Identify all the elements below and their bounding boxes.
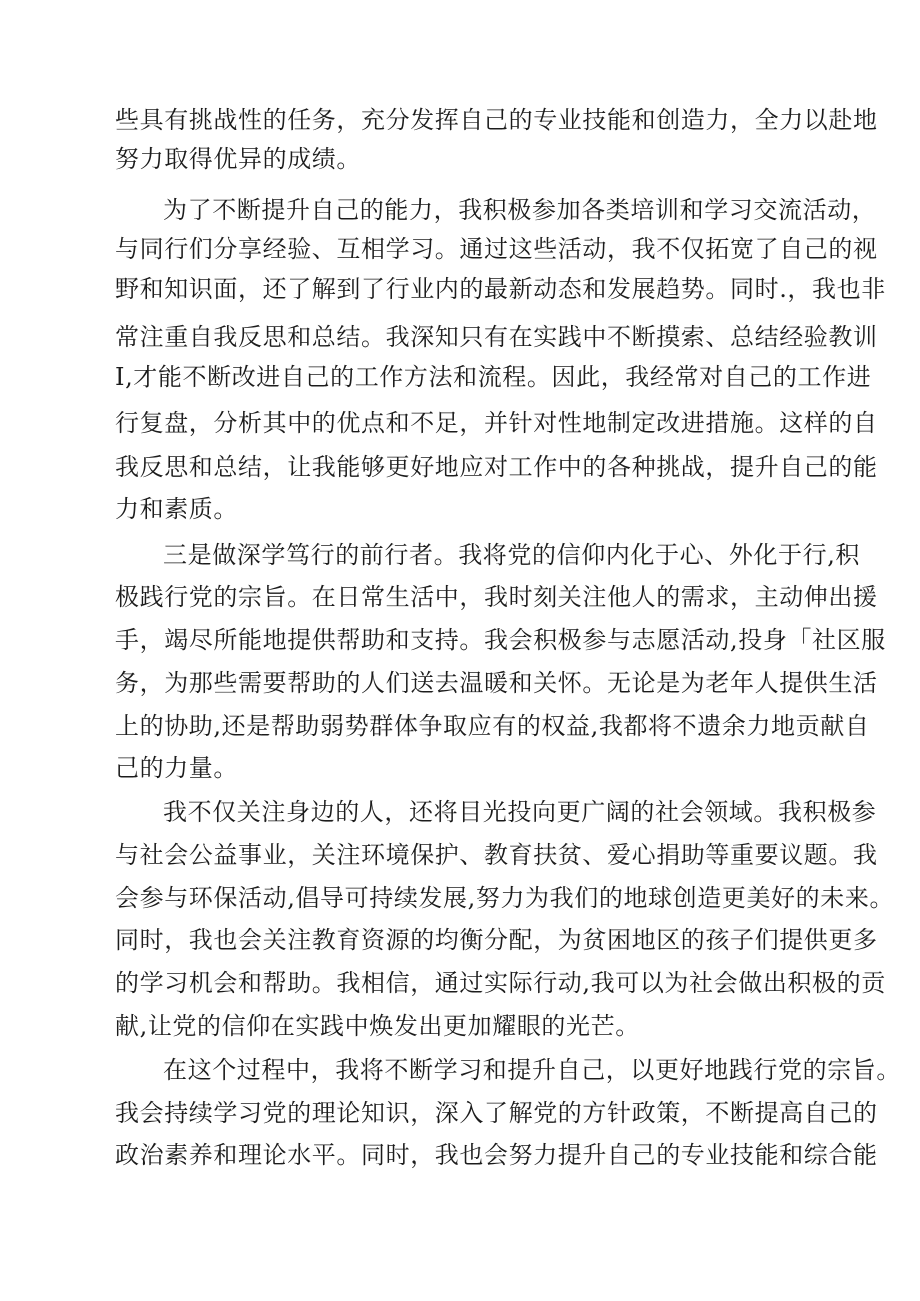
text-line: 上的协助,还是帮助弱势群体争取应有的权益,我都将不遗余力地贡献自	[115, 712, 870, 740]
text-line: 些具有挑战性的任务，充分发挥自己的专业技能和创造力，全力以赴地	[115, 106, 878, 134]
text-line: 与社会公益事业，关注环境保护、教育扶贫、爱心捐助等重要议题。我	[115, 841, 878, 869]
text-line: 会参与环保活动,倡导可持续发展,努力为我们的地球创造更美好的未来。	[115, 884, 895, 912]
text-line: 野和知识面，还了解到了行业内的最新动态和发展趋势。同时.，我也非	[115, 275, 886, 303]
text-line: 力和素质。	[115, 495, 238, 523]
paragraph-first-line: 三是做深学笃行的前行者。我将党的信仰内化于心、外化于行,积	[163, 541, 861, 569]
paragraph-first-line: 在这个过程中，我将不断学习和提升自己，以更好地践行党的宗旨。	[163, 1056, 901, 1084]
text-line: 务，为那些需要帮助的人们送去温暖和关怀。无论是为老年人提供生活	[115, 669, 878, 697]
paragraph-first-line: 我不仅关注身边的人，还将目光投向更广阔的社会领域。我积极参	[163, 798, 877, 826]
text-line: 己的力量。	[115, 754, 238, 782]
text-line: 的学习机会和帮助。我相信，通过实际行动,我可以为社会做出积极的贡	[115, 969, 886, 997]
text-line: 政治素养和理论水平。同时，我也会努力提升自己的专业技能和综合能	[115, 1141, 878, 1169]
text-line: I,才能不断改进自己的工作方法和流程。因此，我经常对自己的工作进	[115, 363, 872, 391]
text-line: 手，竭尽所能地提供帮助和支持。我会积极参与志愿活动,投身「社区服	[115, 626, 886, 654]
text-line: 我反思和总结，让我能够更好地应对工作中的各种挑战，提升自己的能	[115, 453, 878, 481]
text-line: 努力取得优异的成绩。	[115, 145, 361, 173]
text-line: 我会持续学习党的理论知识，深入了解党的方针政策，不断提高自己的	[115, 1099, 878, 1127]
text-line: 与同行们分享经验、互相学习。通过这些活动，我不仅拓宽了自己的视	[115, 235, 878, 263]
text-line: 行复盘，分析其中的优点和不足，并针对性地制定改进措施。这样的自	[115, 409, 878, 437]
text-line: 献,让党的信仰在实践中焕发出更加耀眼的光芒。	[115, 1012, 640, 1040]
paragraph-first-line: 为了不断提升自己的能力，我积极参加各类培训和学习交流活动，	[163, 196, 877, 224]
text-line: 同时，我也会关注教育资源的均衡分配，为贫困地区的孩子们提供更多	[115, 926, 878, 954]
text-line: 极践行党的宗旨。在日常生活中，我时刻关注他人的需求，主动伸出援	[115, 583, 878, 611]
text-line: 常注重自我反思和总结。我深知只有在实践中不断摸索、总结经验教训	[115, 323, 878, 351]
